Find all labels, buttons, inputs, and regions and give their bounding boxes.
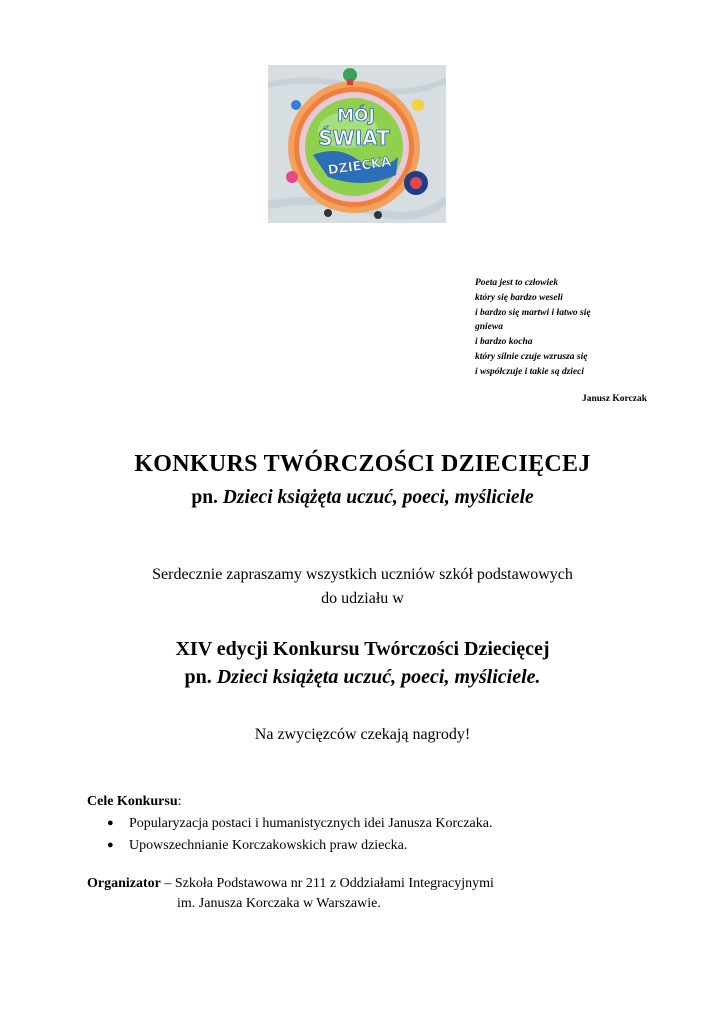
poem-author: Janusz Korczak xyxy=(581,394,647,404)
goal-list-item xyxy=(107,816,492,832)
goals-heading-label: Cele Konkursu xyxy=(87,794,178,809)
invitation-line-2: do udziału w xyxy=(321,590,404,607)
organizer-label: Organizator xyxy=(87,876,161,891)
edition-subtitle-name: Dzieci książęta uczuć, poeci, myśliciele. xyxy=(216,666,541,688)
prizes-text: Na zwycięzców czekają nagrody! xyxy=(254,726,471,743)
poem-line: który silnie czuje wzrusza się xyxy=(475,351,588,362)
bullet-icon: ● xyxy=(107,839,114,851)
poem-line: i bardzo kocha xyxy=(475,337,533,348)
poem-line: i współczuje i takie są dzieci xyxy=(475,366,584,377)
main-subtitle-name: Dzieci książęta uczuć, poeci, myśliciele xyxy=(222,487,534,508)
goals-heading-colon: : xyxy=(177,794,182,809)
invitation-line-1: Serdecznie zapraszamy wszystkich uczniów szkół podstawowych xyxy=(152,566,573,583)
poem-line: i bardzo się martwi i łatwo się xyxy=(475,307,591,318)
edition-title: XIV edycji Konkursu Twórczości Dziecięcej xyxy=(175,638,550,660)
artwork-text-top: MÓJ xyxy=(337,106,375,126)
goal-text: Popularyzacja postaci i humanistycznych idei Janusza Korczaka. xyxy=(129,816,493,831)
poem xyxy=(475,276,675,380)
edition-subtitle-prefix: pn. xyxy=(184,666,217,688)
main-title: KONKURS TWÓRCZOŚCI DZIECIĘCEJ xyxy=(134,451,591,477)
main-subtitle xyxy=(0,487,725,509)
bullet-icon: ● xyxy=(107,817,114,829)
goal-text: Upowszechnianie Korczakowskich praw dziecka. xyxy=(129,838,408,853)
organizer-line-1 xyxy=(87,876,494,892)
edition-subtitle xyxy=(0,666,725,689)
organizer-line-2: im. Janusza Korczaka w Warszawie. xyxy=(177,896,381,911)
poem-line: Poeta jest to człowiek xyxy=(475,278,559,288)
artwork-text-bottom: DZIECKA xyxy=(326,154,393,179)
artwork-text-middle: ŚWIAT xyxy=(318,126,390,150)
organizer-name: – Szkoła Podstawowa nr 211 z Oddziałami Integracyjnymi xyxy=(160,876,494,891)
main-subtitle-prefix: pn. xyxy=(191,487,223,508)
poem-line: gniewa xyxy=(475,322,503,333)
artwork-image xyxy=(268,65,446,223)
goal-list-item xyxy=(107,838,407,854)
goals-heading xyxy=(87,794,182,810)
poem-line: który się bardzo weseli xyxy=(475,292,563,303)
